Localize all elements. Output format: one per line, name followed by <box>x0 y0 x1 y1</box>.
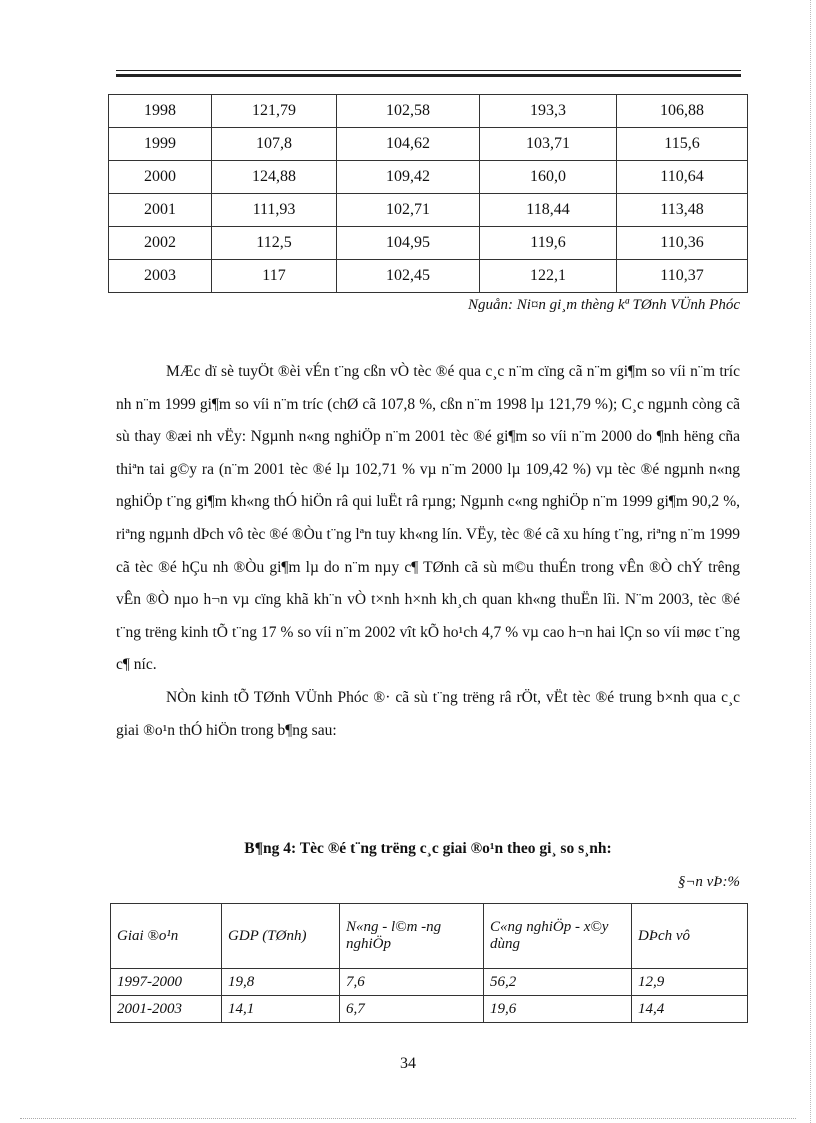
table-row <box>109 194 748 227</box>
table-cell: 2002 <box>109 227 212 260</box>
table-cell: 110,64 <box>617 161 748 194</box>
table-cell: 115,6 <box>617 128 748 161</box>
table-cell: 102,58 <box>337 95 480 128</box>
table-header-row <box>111 904 748 969</box>
table-cell: 104,95 <box>337 227 480 260</box>
table-cell: 124,88 <box>212 161 337 194</box>
growth-index-table <box>108 94 748 293</box>
table-cell: 19,6 <box>484 996 632 1023</box>
table-row <box>109 128 748 161</box>
table-cell: 2001-2003 <box>111 996 222 1023</box>
table-row <box>109 95 748 128</box>
table-cell: 160,0 <box>480 161 617 194</box>
table-cell: 106,88 <box>617 95 748 128</box>
table-cell: 107,8 <box>212 128 337 161</box>
table-cell: 109,42 <box>337 161 480 194</box>
table-cell: 193,3 <box>480 95 617 128</box>
table-unit-label: §¬n vÞ:% <box>677 874 740 890</box>
header-rule-thin <box>116 70 741 71</box>
table-cell: 2001 <box>109 194 212 227</box>
paragraph: MÆc dï sè tuyÖt ®èi vÉn t¨ng cßn vÒ tèc ®é qua c¸c n¨m cïng cã n¨m gi¶m so víi n¨m tríc nh n¨m 1999 gi¶m so víi n¨m tríc (chØ cã 107,8 %, cßn n¨m 1998 lµ 121,79 %); C¸c ngµnh còng cã sù thay ®æi nh vËy: Ngµnh n«ng nghiÖp n¨m 2001 tèc ®é gi¶m so víi n¨m 2000 do ¶nh hëng cña thiªn tai g©y ra (n¨m 2001 tèc ®é lµ 102,71 % vµ n¨m 2000 lµ 109,42 %) vµ tèc ®é ngµnh n«ng nghiÖp t¨ng gi¶m kh«ng thÓ hiÖn râ qui luËt râ rµng; Ngµnh c«ng nghiÖp n¨m 1999 gi¶m 90,2 %, riªng ngµnh dÞch vô tèc ®é ®Òu t¨ng lªn tuy kh«ng lín. VËy, tèc ®é cã xu híng t¨ng, riªng n¨m 1999 cã tèc ®é hÇu nh ®Òu gi¶m lµ do n¨m nµy c¶ TØnh cã sù m©u thuÉn trong vÊn ®Ò chÝ trêng vÊn ®Ò nµo h¬n vµ cïng khã kh¨n vÒ t×nh h×nh kh¸ch quan kh«ng thuËn lîi. N¨m 2003, tèc ®é t¨ng trëng kinh tÕ t¨ng 17 % so víi n¨m 2002 vît kÕ ho¹ch 4,7 % vµ cao h¬n hai lÇn so víi møc t¨ng c¶ níc. <box>116 363 740 674</box>
table-cell: 2000 <box>109 161 212 194</box>
table-cell: 1998 <box>109 95 212 128</box>
table-cell: 104,62 <box>337 128 480 161</box>
table-cell: 118,44 <box>480 194 617 227</box>
table-source-note: Nguån: Ni¤n gi¸m thèng kª TØnh VÜnh Phóc <box>467 297 740 313</box>
table-cell: 19,8 <box>222 969 340 996</box>
table-row <box>109 161 748 194</box>
phase-growth-table <box>110 903 748 1023</box>
table-cell: 122,1 <box>480 260 617 293</box>
table-cell: 110,36 <box>617 227 748 260</box>
table-cell: 102,45 <box>337 260 480 293</box>
header-rule-thick <box>116 74 741 77</box>
table-cell: 103,71 <box>480 128 617 161</box>
table-row <box>109 260 748 293</box>
table-cell: 1997-2000 <box>111 969 222 996</box>
table-cell: 12,9 <box>632 969 748 996</box>
table-cell: 102,71 <box>337 194 480 227</box>
table-cell: 7,6 <box>340 969 484 996</box>
table-caption: B¶ng 4: Tèc ®é t¨ng trëng c¸c giai ®o¹n theo gi¸ so s¸nh: <box>244 840 612 857</box>
column-header: DÞch vô <box>632 904 748 969</box>
page-number: 34 <box>400 1055 416 1072</box>
table-cell: 6,7 <box>340 996 484 1023</box>
column-header: GDP (TØnh) <box>222 904 340 969</box>
table-cell: 1999 <box>109 128 212 161</box>
table-cell: 121,79 <box>212 95 337 128</box>
table-cell: 119,6 <box>480 227 617 260</box>
table-row <box>111 996 748 1023</box>
table-cell: 110,37 <box>617 260 748 293</box>
table-cell: 112,5 <box>212 227 337 260</box>
table-cell: 111,93 <box>212 194 337 227</box>
page-bottom-edge <box>20 1118 796 1119</box>
table-cell: 117 <box>212 260 337 293</box>
column-header: N«ng - l©m -ng nghiÖp <box>340 904 484 969</box>
table-row <box>109 227 748 260</box>
column-header: C«ng nghiÖp - x©y dùng <box>484 904 632 969</box>
table-cell: 14,1 <box>222 996 340 1023</box>
table-cell: 14,4 <box>632 996 748 1023</box>
column-header: Giai ®o¹n <box>111 904 222 969</box>
table-cell: 56,2 <box>484 969 632 996</box>
table-cell: 2003 <box>109 260 212 293</box>
table-cell: 113,48 <box>617 194 748 227</box>
paragraph: NÒn kinh tÕ TØnh VÜnh Phóc ®· cã sù t¨ng trëng râ rÖt, vËt tèc ®é trung b×nh qua c¸c giai ®o¹n thÓ hiÖn trong b¶ng sau: <box>116 688 740 739</box>
table-row <box>111 969 748 996</box>
body-text <box>116 356 740 747</box>
page-right-edge <box>810 0 811 1123</box>
